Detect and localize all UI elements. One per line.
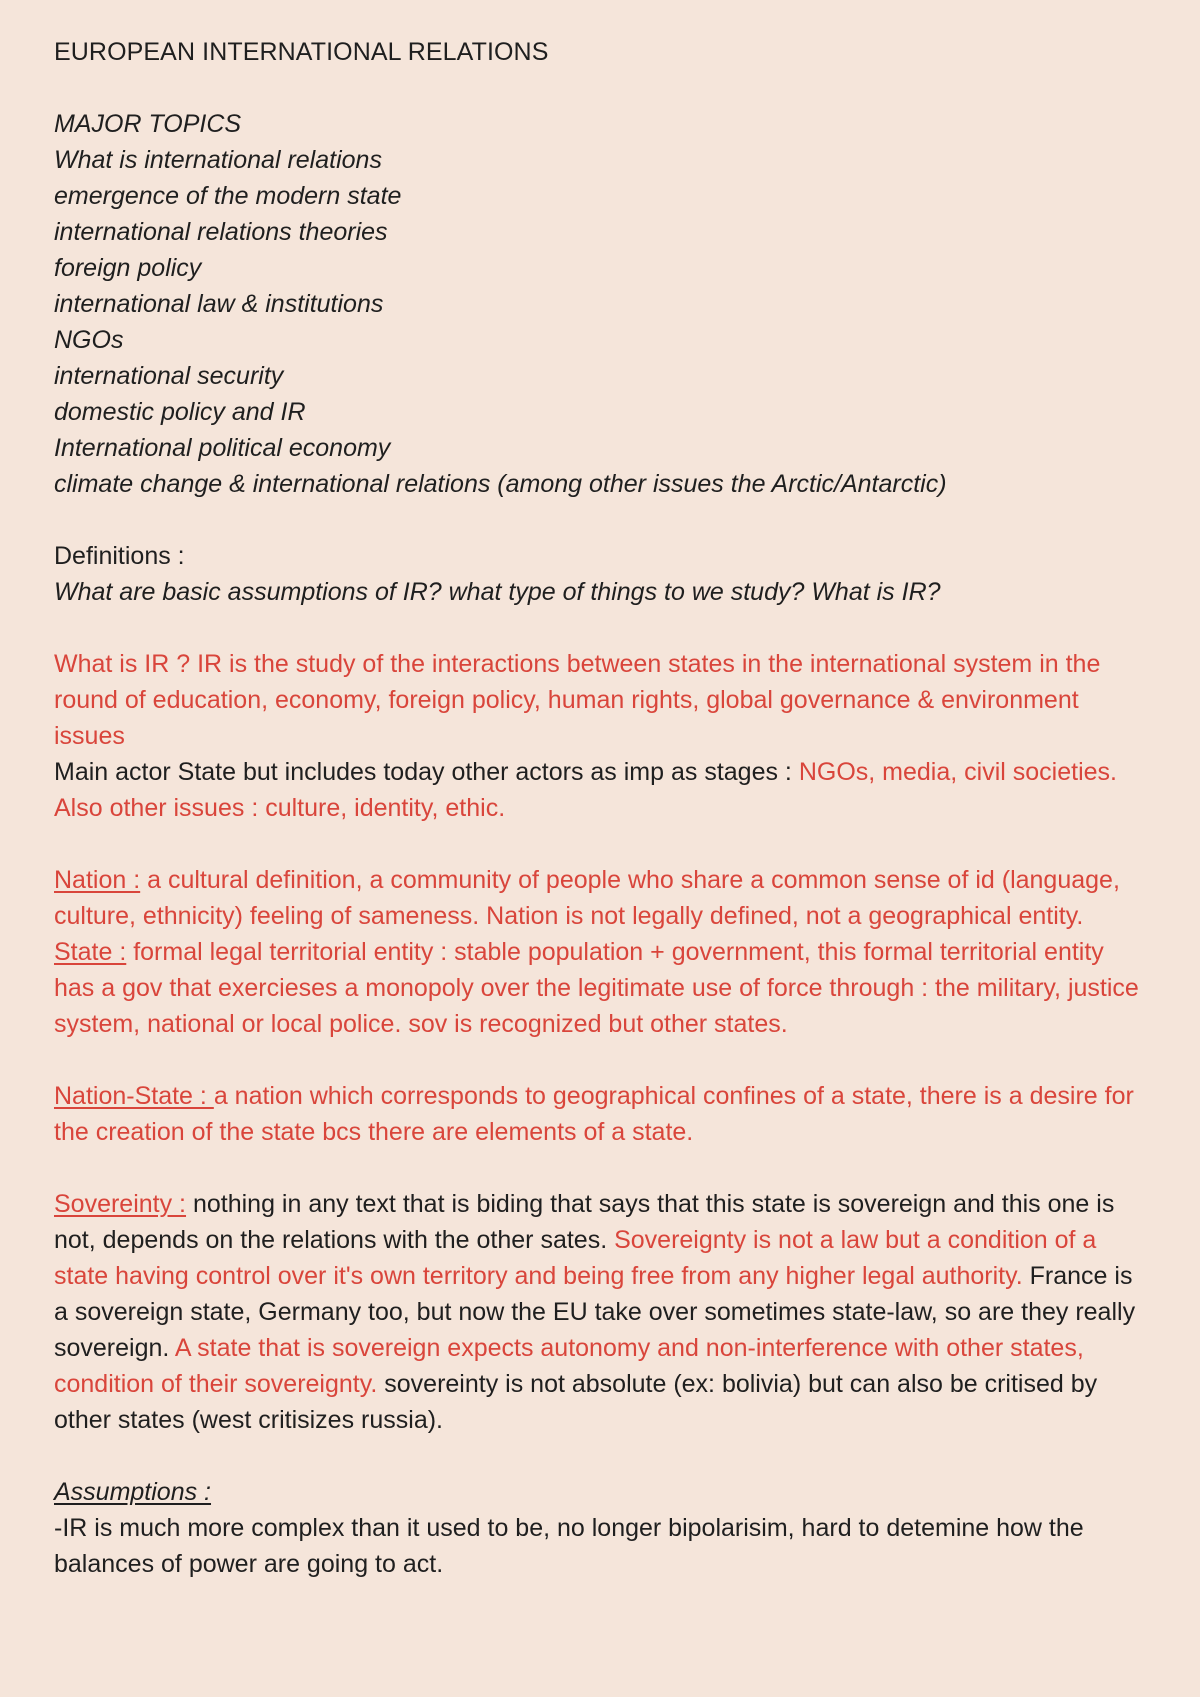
definitions-question: What are basic assumptions of IR? what type of things to we study? What is IR? [54, 578, 941, 606]
nation-state-paragraph [54, 1078, 1146, 1150]
assumptions-heading: Assumptions : [54, 1478, 212, 1506]
sovereignty-paragraph [54, 1186, 1146, 1438]
state-term: State : [54, 938, 127, 966]
spacer [54, 70, 1146, 106]
state-paragraph [54, 934, 1146, 1042]
assumptions-section [54, 1474, 1146, 1582]
definitions-section [54, 538, 1146, 826]
state-definition: formal legal territorial entity : stable population + government, this formal territorial entity has a gov that exercieses a monopoly over the legitimate use of force through : the military, justice system, national or local police. sov is recognized but other states. [54, 938, 1139, 1038]
topic-item: foreign policy [54, 254, 202, 282]
spacer [54, 610, 1146, 646]
major-topics-section [54, 106, 1146, 502]
nation-definition: a cultural definition, a community of people who share a common sense of id (language, culture, ethnicity) feeling of sameness. Nation is not legally defined, not a geographical entity. [54, 866, 1120, 930]
topic-item: International political economy [54, 434, 391, 462]
topic-item: international law & institutions [54, 290, 384, 318]
assumptions-text: -IR is much more complex than it used to be, no longer bipolarisim, hard to detemine how the balances of power are going to act. [54, 1514, 1084, 1578]
definitions-heading: Definitions : [54, 542, 185, 570]
sovereignty-term: Sovereinty : [54, 1190, 187, 1218]
topic-item: international relations theories [54, 218, 388, 246]
topic-item: What is international relations [54, 146, 382, 174]
topic-item: international security [54, 362, 284, 390]
major-topics-heading: MAJOR TOPICS [54, 110, 242, 138]
sovereignty-text-1: nothing in any text that is biding that says that this state is sovereign and this one is not, depends on the relations with the other sates. [54, 1190, 1115, 1254]
other-issues-paragraph: Also other issues : culture, identity, ethic. [54, 794, 506, 822]
spacer [54, 826, 1146, 862]
spacer [54, 1150, 1146, 1186]
sovereignty-text-4: A state that is sovereign expects autonomy and non-interference with other states, condition of their sovereignty. [54, 1334, 1084, 1398]
sovereignty-text-5: sovereinty is not absolute (ex: bolivia) but can also be critised by other states (west critisizes russia). [54, 1370, 1098, 1434]
main-actor-highlight: NGOs, media, civil societies. [798, 758, 1117, 786]
sovereignty-text-3: France is a sovereign state, Germany too, but now the EU take over sometimes state-law, so are they really sovereign. [54, 1262, 1136, 1362]
topic-item: emergence of the modern state [54, 182, 402, 210]
topic-item: NGOs [54, 326, 124, 354]
main-actor-text: Main actor State but includes today other actors as imp as stages : [54, 758, 799, 786]
topic-item: climate change & international relations (among other issues the Arctic/Antarctic) [54, 470, 947, 498]
nation-paragraph [54, 862, 1146, 934]
what-is-ir-paragraph: What is IR ? IR is the study of the interactions between states in the international system in the round of education, economy, foreign policy, human rights, global governance & environment issues [54, 650, 1101, 750]
spacer [54, 502, 1146, 538]
spacer [54, 1042, 1146, 1078]
nation-state-term: Nation-State : [54, 1082, 214, 1110]
nation-state-definitions [54, 862, 1146, 1042]
spacer [54, 1438, 1146, 1474]
sovereignty-text-2: Sovereignty is not a law but a condition of a state having control over it's own territory and being free from any higher legal authority. [54, 1226, 1097, 1290]
nation-term: Nation : [54, 866, 141, 894]
topic-item: domestic policy and IR [54, 398, 306, 426]
main-actor-paragraph [54, 754, 1146, 790]
nation-state-definition: a nation which corresponds to geographical confines of a state, there is a desire for the creation of the state bcs there are elements of a state. [54, 1082, 1134, 1146]
document-title: EUROPEAN INTERNATIONAL RELATIONS [54, 38, 549, 66]
